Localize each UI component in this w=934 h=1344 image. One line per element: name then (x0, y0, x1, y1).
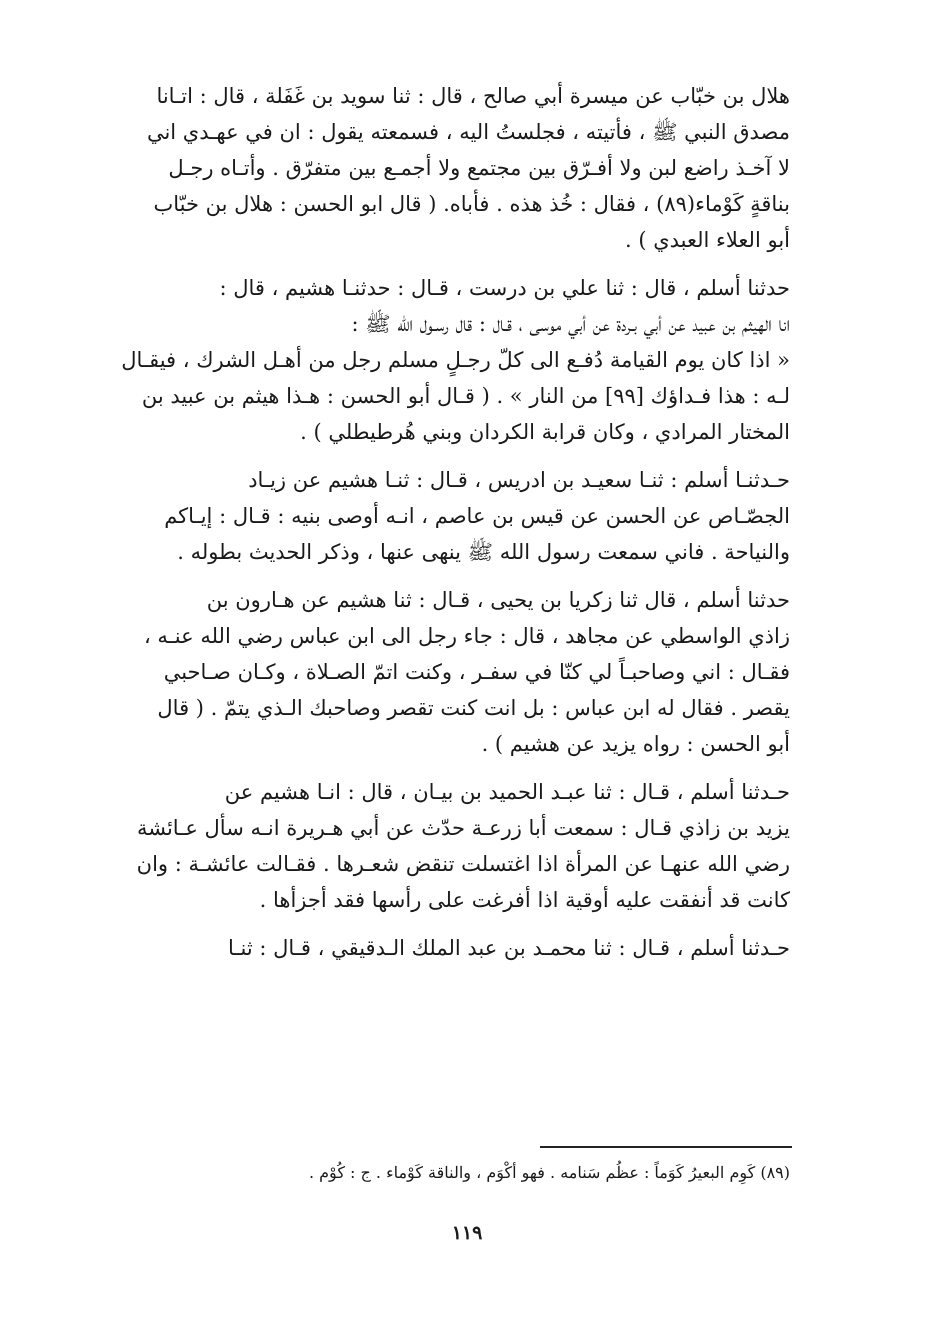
paragraph-5 (98, 774, 790, 918)
paragraph-4 (98, 582, 790, 762)
text-line: المختار المرادي ، وكان قرابة الكردان وبني هُرطيطلي ) . (300, 420, 790, 444)
text-line: لا آخـذ راضع لبن ولا أفـرّق بين مجتمع ولا أجمـع بين متفرّق . وأتـاه رجـل (168, 156, 790, 180)
paragraph-3 (98, 462, 790, 570)
text-line: يزيد بن زاذي قـال : سمعت أبا زرعـة حدّث عن أبي هـريرة انـه سأل عـائشة (136, 816, 790, 840)
text-line: حـدثنا أسلم ، قـال : ثنا محمـد بن عبد الملك الـدقيقي ، قـال : ثنـا (227, 936, 790, 960)
text-line: حـدثنـا أسلم : ثنـا سعيـد بن ادريس ، قـال : ثنـا هشيم عن زيـاد (248, 468, 790, 492)
paragraph-2 (98, 270, 790, 450)
text-line: والنياحة . فاني سمعت رسول الله ﷺ ينهى عنها ، وذكر الحديث بطوله . (177, 540, 790, 564)
paragraph-1 (98, 78, 790, 258)
text-line: حـدثنا أسلم ، قـال : ثنا عبـد الحميد بن بيـان ، قال : انـا هشيم عن (224, 780, 790, 804)
text-line: يقصر . فقال له ابن عباس : بل انت كنت تقصر وصاحبك الـذي يتمّ . ( قال (157, 696, 790, 720)
text-line: أبو الحسن : رواه يزيد عن هشيم ) . (481, 732, 790, 756)
text-line: أبو العلاء العبدي ) . (624, 228, 790, 252)
footnote: (٨٩) كَوِم البعيرُ كَوَماً : عظُم سَنامه . فهو أكْوَم ، والناقة كَوْماء . ج : كُوْم . (308, 1163, 790, 1182)
text-line: مصدق النبي ﷺ ، فأتيته ، فجلستُ اليه ، فسمعته يقول : ان في عهـدي اني (146, 120, 790, 144)
text-line: لـه : هذا فـداؤك [٩٩] من النار » . ( قـال أبو الحسن : هـذا هيثم بن عبيد بن (141, 384, 790, 408)
main-text (98, 78, 790, 966)
text-line: « اذا كان يوم القيامة دُفـع الى كلّ رجـلٍ مسلم رجل من أهـل الشرك ، فيقـال (121, 348, 790, 372)
text-line: انا الهيثم بن عبيد عن أبي بـردة عن أبي موسى ، قـال : قال رسـول الله ﷺ : (351, 312, 790, 336)
text-line: حدثنا أسلم ، قال ثنا زكريا بن يحيى ، قـال : ثنا هشيم عن هـارون بن (206, 588, 790, 612)
text-line: فقـال : اني وصاحبـاً لي كنّا في سفـر ، وكنت اتمّ الصـلاة ، وكـان صـاحبي (163, 660, 790, 684)
text-line: هلال بن خبّاب عن ميسرة أبي صالح ، قال : ثنا سويد بن غَفَلة ، قال : اتـانا (156, 84, 790, 108)
text-line: الجصّـاص عن الحسن عن قيس بن عاصم ، انـه أوصى بنيه : قـال : إيـاكم (164, 504, 790, 528)
text-line: كانت قد أنفقت عليه أوقية اذا أفرغت على رأسها فقد أجزأها . (259, 888, 790, 912)
page-number: ١١٩ (451, 1222, 483, 1244)
text-line: بناقةٍ كَوْماء(٨٩) ، فقال : خُذ هذه . فأباه. ( قال ابو الحسن : هلال بن خبّاب (153, 192, 790, 216)
text-line: حدثنا أسلم ، قال : ثنا علي بن درست ، قـال : حدثنـا هشيم ، قال : (219, 276, 790, 300)
paragraph-6 (98, 930, 790, 966)
text-line: رضي الله عنهـا عن المرأة اذا اغتسلت تنقض شعـرها . فقـالت عائشـة : وان (136, 852, 790, 876)
text-line: زاذي الواسطي عن مجاهد ، قال : جاء رجل الى ابن عباس رضي الله عنـه ، (143, 624, 790, 648)
footnote-divider (540, 1146, 792, 1148)
